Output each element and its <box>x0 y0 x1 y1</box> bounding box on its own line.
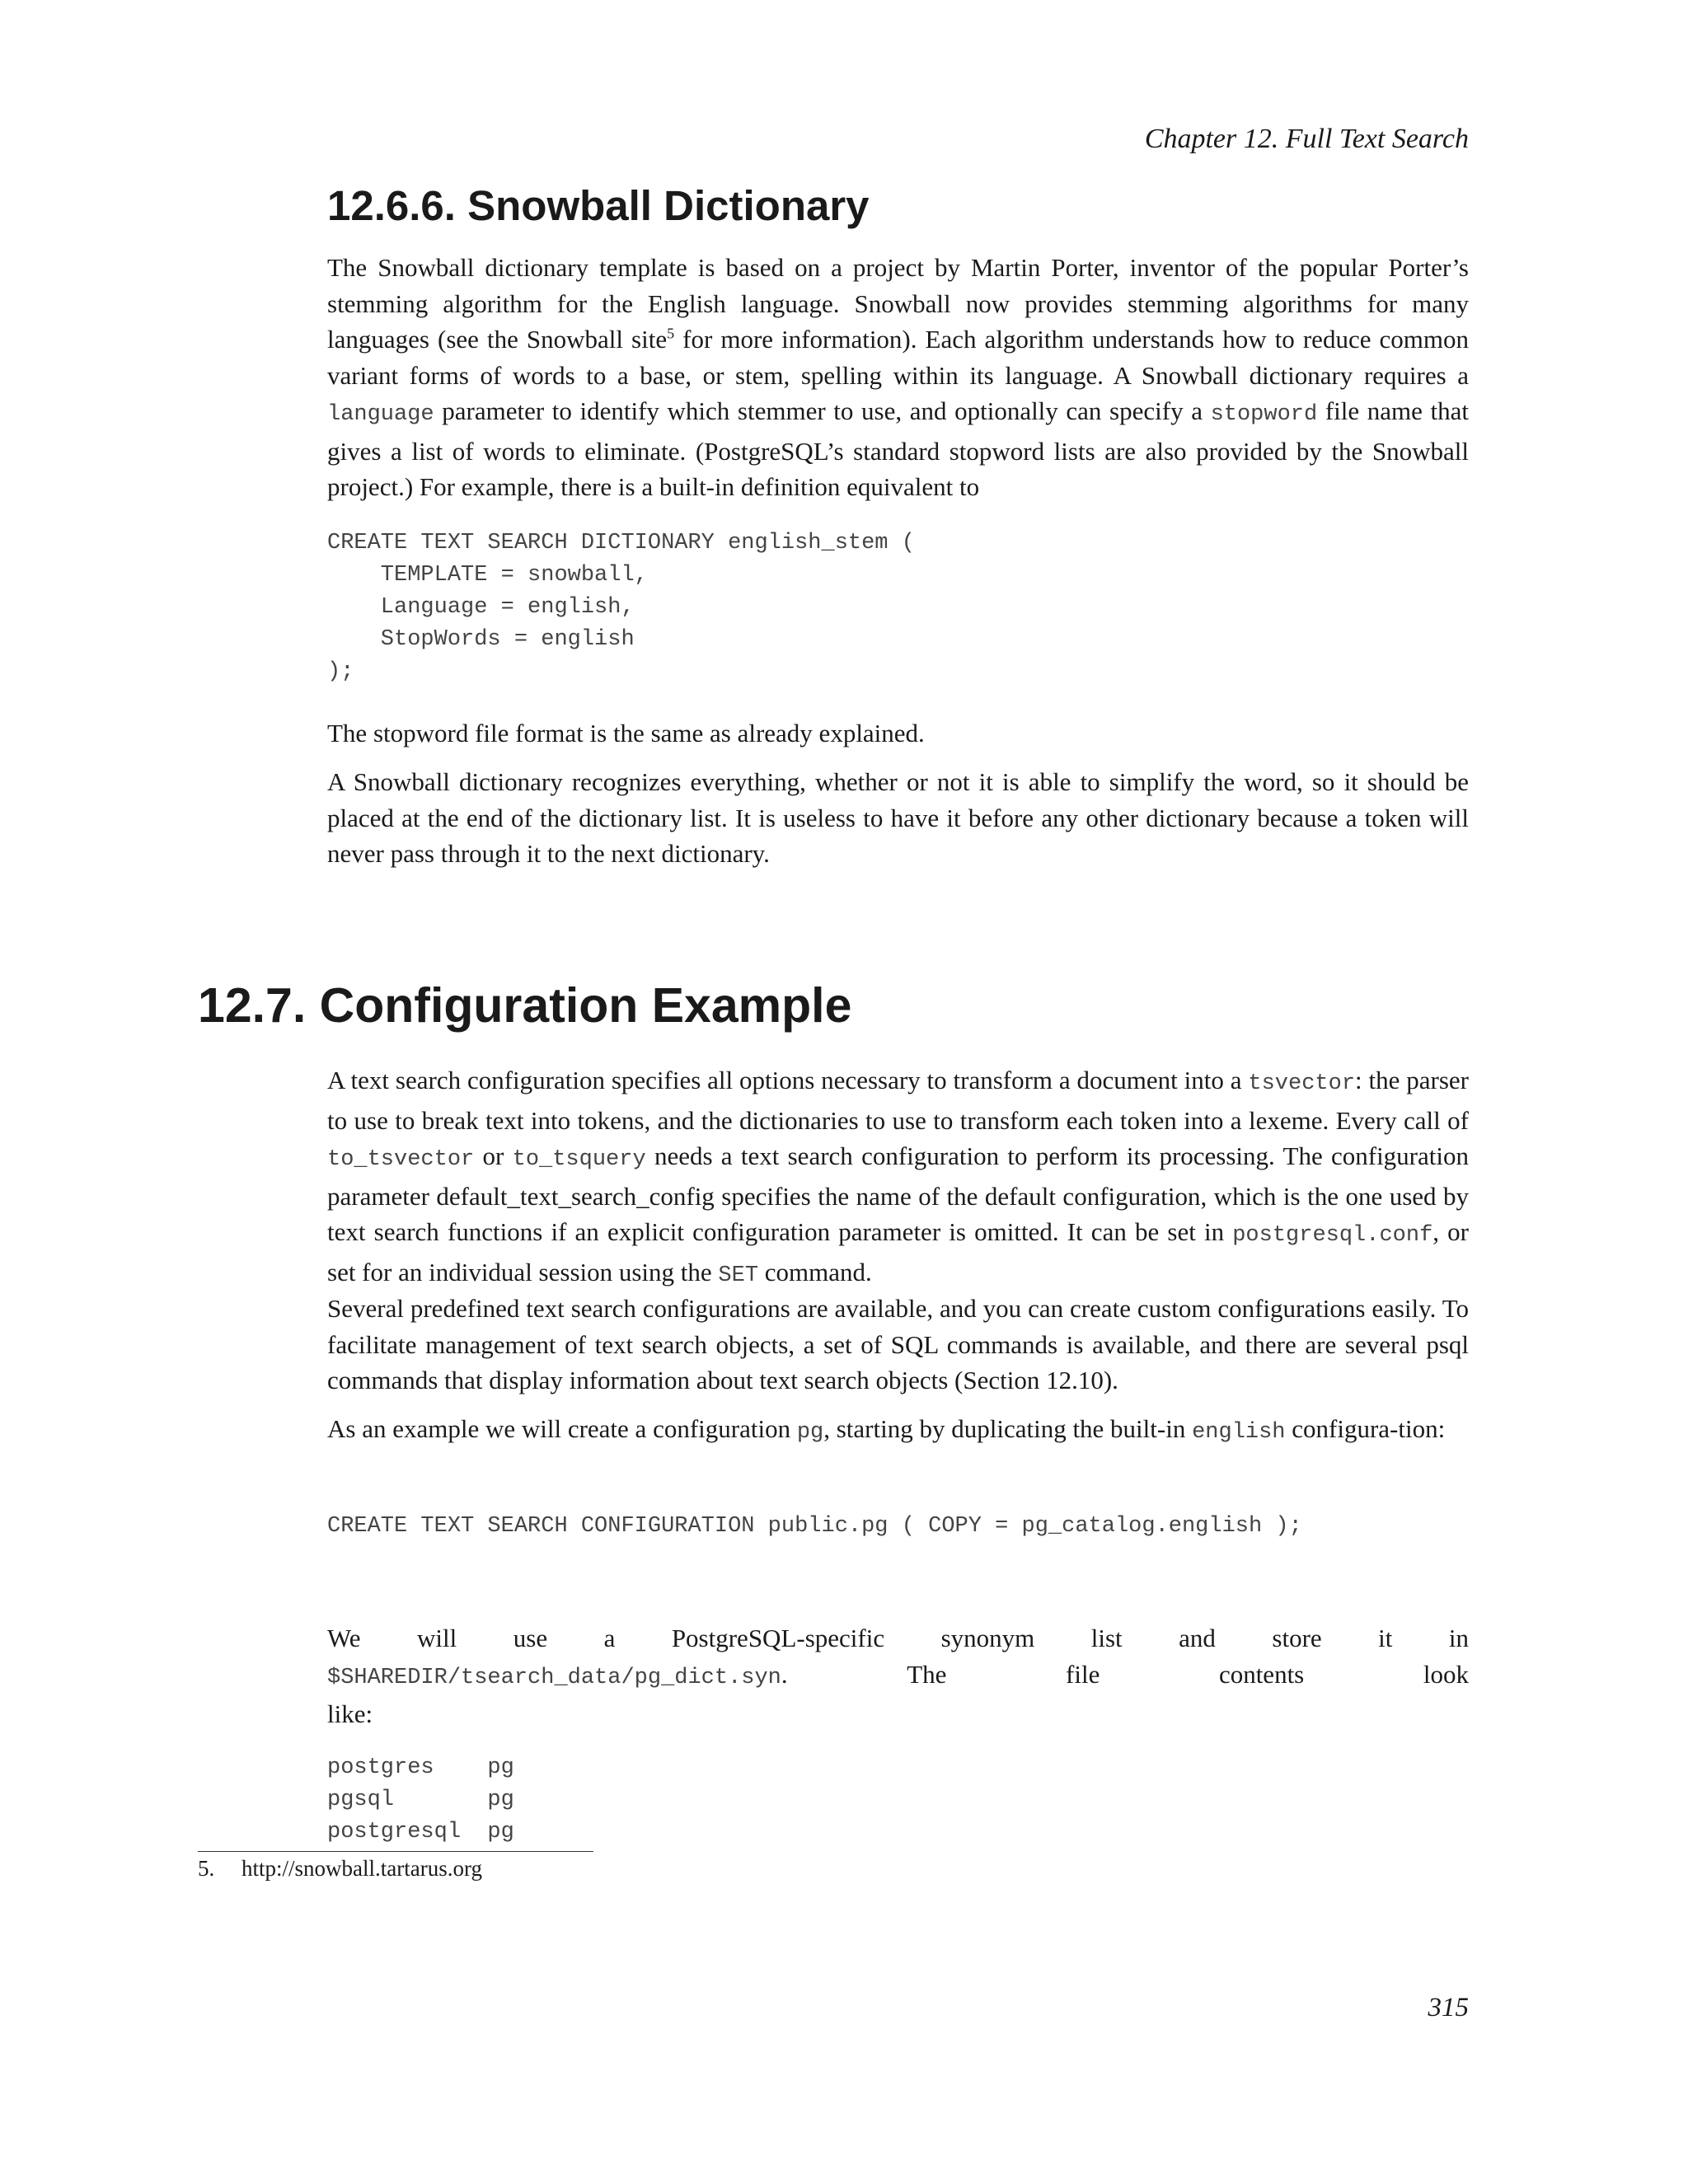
footnote-link[interactable]: http://snowball.tartarus.org <box>241 1856 482 1881</box>
synonym-line-2: $SHAREDIR/tsearch_data/pg_dict.syn. The file contents look <box>327 1659 1469 1690</box>
page-number: 315 <box>1428 1993 1469 2022</box>
footnote-divider <box>198 1851 593 1852</box>
predefined-configs-paragraph: Several predefined text search configurations are available, and you can create custom configurations easily. To facilitate management of text search objects, a set of SQL commands is available, and there are several psql commands that display information about text search objects (Section 12.10). <box>327 1294 1469 1394</box>
running-head: Chapter 12. Full Text Search <box>1144 124 1469 154</box>
synonym-paragraph <box>327 1620 1469 1732</box>
snowball-intro-paragraph: The Snowball dictionary template is based on a project by Martin Porter, inventor of the popular Porter’s stemming algorithm for the English language. Snowball now provides stemming algorithms for many languages (see the Snowball site$^5$ for more information). Each algorithm understands how to reduce common variant forms of words to a base, or stem, spelling within its language. A Snowball dictionary requires a language parameter to identify which stemmer to use, and optionally can specify a stopword file name that gives a list of words to eliminate. (PostgreSQL’s standard stopword lists are also provided by the Snowball project.) For example, there is a built-in definition equivalent to <box>327 253 1469 501</box>
synonym-line-3: like: <box>327 1699 373 1728</box>
stopword-paragraph: The stopword file format is the same as already explained. <box>327 719 925 748</box>
section-heading-12-7: 12.7. Configuration Example <box>198 978 852 1033</box>
synonym-line-1: We will use a PostgreSQL-specific synonym list and store it in <box>327 1624 1469 1652</box>
footnote-ref[interactable]: 5 <box>667 325 675 342</box>
example-config-paragraph: As an example we will create a configuration pg, starting by duplicating the built-in english configura-tion: <box>327 1414 1446 1445</box>
snowball-code-block: CREATE TEXT SEARCH DICTIONARY english_stem ( TEMPLATE = snowball, Language = english, StopWords = english ); <box>327 531 915 684</box>
footnote <box>198 1856 482 1882</box>
snowball-placement-paragraph: A Snowball dictionary recognizes everything, whether or not it is able to simplify the word, so it should be placed at the end of the dictionary list. It is useless to have it before any other dictionary because a token will never pass through it to the next dictionary. <box>327 767 1469 868</box>
section-heading-12-6-6: 12.6.6. Snowball Dictionary <box>327 182 870 229</box>
config-intro-paragraph: A text search configuration specifies all options necessary to transform a document into a tsvector: the parser to use to break text into tokens, and the dictionaries to use to transform each token into a lexeme. Every call of to_tsvector or to_tsquery needs a text search configuration to perform its processing. The configuration parameter default_text_search_config specifies the name of the default configuration, which is the one used by text search functions if an explicit configuration parameter is omitted. It can be set in postgresql.conf, or set for an individual session using the SET command. <box>327 1066 1470 1288</box>
footnote-number: 5. <box>198 1856 215 1881</box>
create-config-code: CREATE TEXT SEARCH CONFIGURATION public.pg ( COPY = pg_catalog.english ); <box>327 1514 1302 1539</box>
synonym-file-code: postgres pg pgsql pg postgresql pg <box>327 1755 514 1844</box>
